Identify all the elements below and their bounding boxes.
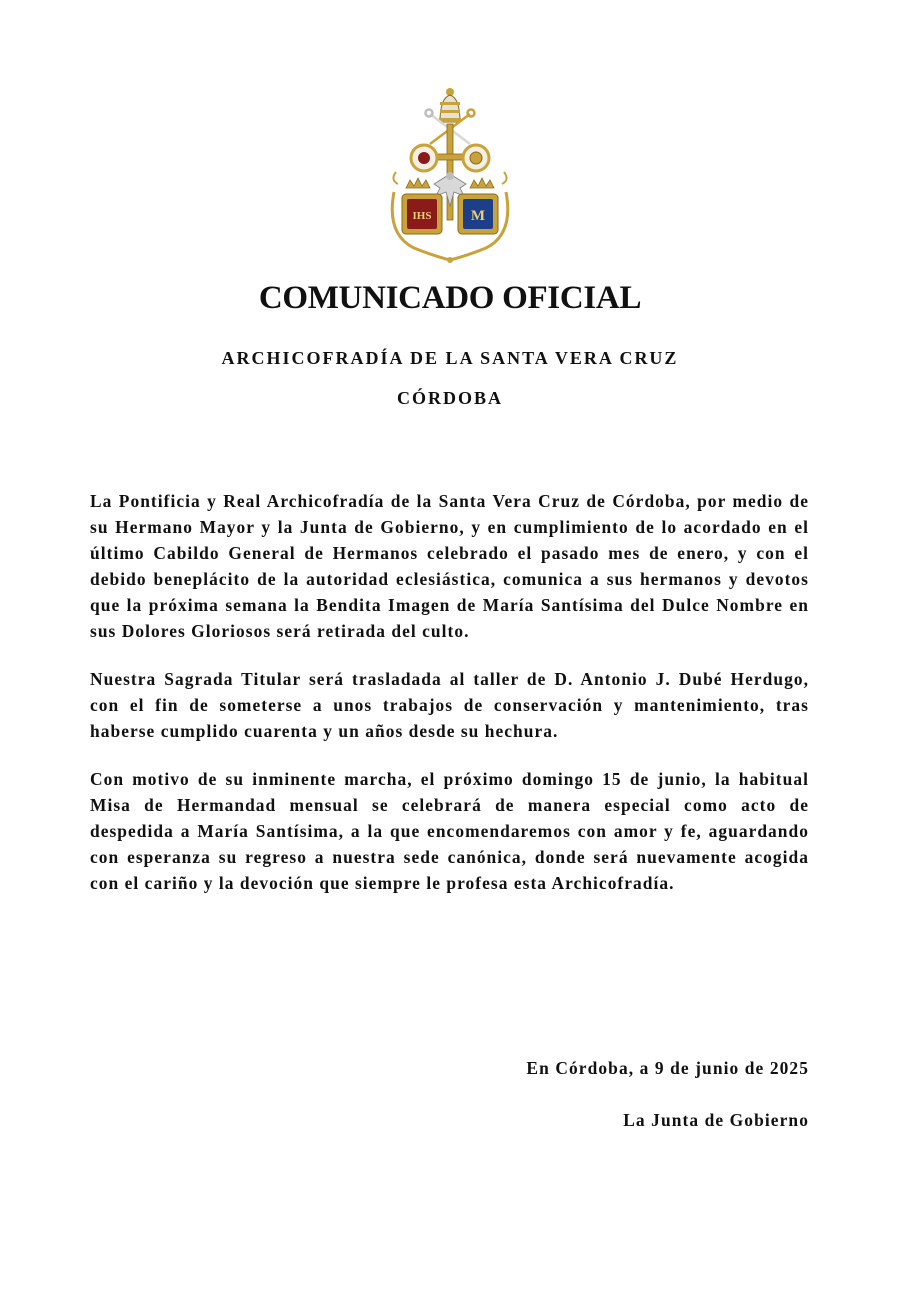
document-body (90, 488, 809, 918)
document-title: COMUNICADO OFICIAL (258, 280, 642, 316)
paragraph-3: Con motivo de su inminente marcha, el próximo domingo 15 de junio, la habitual Misa de Hermandad mensual se celebrará de manera especial como acto de despedida a María Santísima, a la que encomendaremos con amor y fe, aguardando con esperanza su regreso a nuestra sede canónica, donde será nuevamente acogida con el cariño y la devoción que siempre le profesa esta Archicofradía. (90, 769, 809, 893)
ihs-shield-icon (402, 194, 442, 234)
place-date: En Córdoba, a 9 de junio de 2025 (526, 1058, 809, 1078)
paragraph-1: La Pontificia y Real Archicofradía de la Santa Vera Cruz de Córdoba, por medio de su Hermano Mayor y la Junta de Gobierno, y en cumplimiento de lo acordado en el último Cabildo General de Hermanos celebrado el pasado mes de enero, y con el debido beneplácito de la autoridad eclesiástica, comunica a sus hermanos y devotos que la próxima semana la Bendita Imagen de María Santísima del Dulce Nombre en sus Dolores Gloriosos será retirada del culto. (90, 491, 809, 641)
signature: La Junta de Gobierno (623, 1110, 809, 1130)
left-medallion-icon (411, 145, 437, 171)
svg-text:IHS: IHS (412, 210, 432, 222)
svg-text:M: M (470, 208, 486, 224)
organization-name: ARCHICOFRADÍA DE LA SANTA VERA CRUZ (221, 348, 679, 368)
tiara-icon (439, 88, 461, 122)
paragraph-2: Nuestra Sagrada Titular será trasladada al taller de D. Antonio J. Dubé Herdugo, con el fin de someterse a unos trabajos de conservación y mantenimiento, tras haberse cumplido cuarenta y un años desde su hechura. (90, 669, 809, 741)
brotherhood-crest-logo (384, 84, 516, 264)
right-medallion-icon (463, 145, 489, 171)
city-name: CÓRDOBA (396, 388, 503, 408)
marian-shield-icon (458, 194, 498, 234)
